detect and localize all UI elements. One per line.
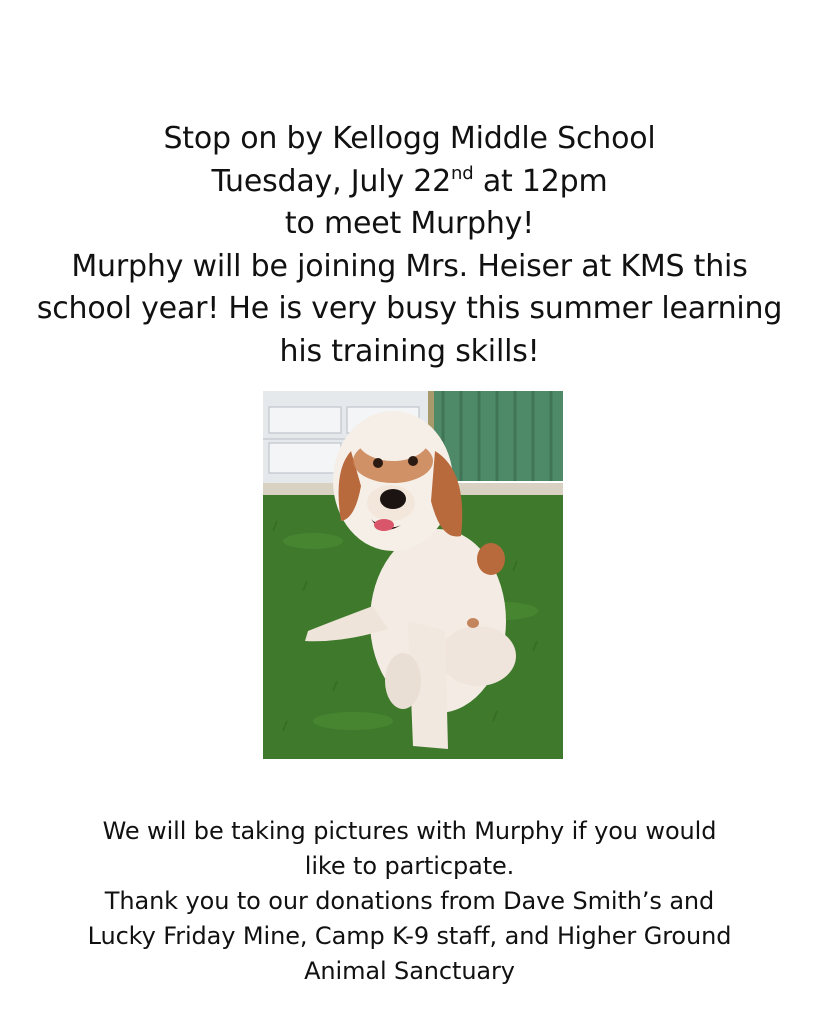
time-text: at 12pm <box>473 163 608 199</box>
footer-line-thanks: Thank you to our donations from Dave Smith’s and <box>104 887 715 915</box>
footer-text <box>40 814 779 989</box>
headline-line-busy: school year! He is very busy this summer learning <box>36 291 783 326</box>
footer-line-pictures: We will be taking pictures with Murphy if you would <box>102 817 717 845</box>
headline-line-school: Stop on by Kellogg Middle School <box>163 121 656 156</box>
date-text: Tuesday, July 22 <box>211 163 452 199</box>
headline-line-meet: to meet Murphy! <box>284 206 535 241</box>
date-ordinal-suffix: nd <box>451 162 474 184</box>
dog-photo <box>263 391 563 759</box>
footer-line-donors: Lucky Friday Mine, Camp K-9 staff, and Higher Ground <box>87 922 732 950</box>
headline-line-skills: his training skills! <box>279 333 540 369</box>
dog-photo-illustration <box>263 391 563 759</box>
headline-line-date <box>30 161 789 204</box>
headline <box>30 118 789 373</box>
footer-line-sanctuary: Animal Sanctuary <box>304 957 515 985</box>
footer-line-participate: like to particpate. <box>304 852 515 880</box>
headline-line-joining: Murphy will be joining Mrs. Heiser at KMS this <box>71 248 748 284</box>
